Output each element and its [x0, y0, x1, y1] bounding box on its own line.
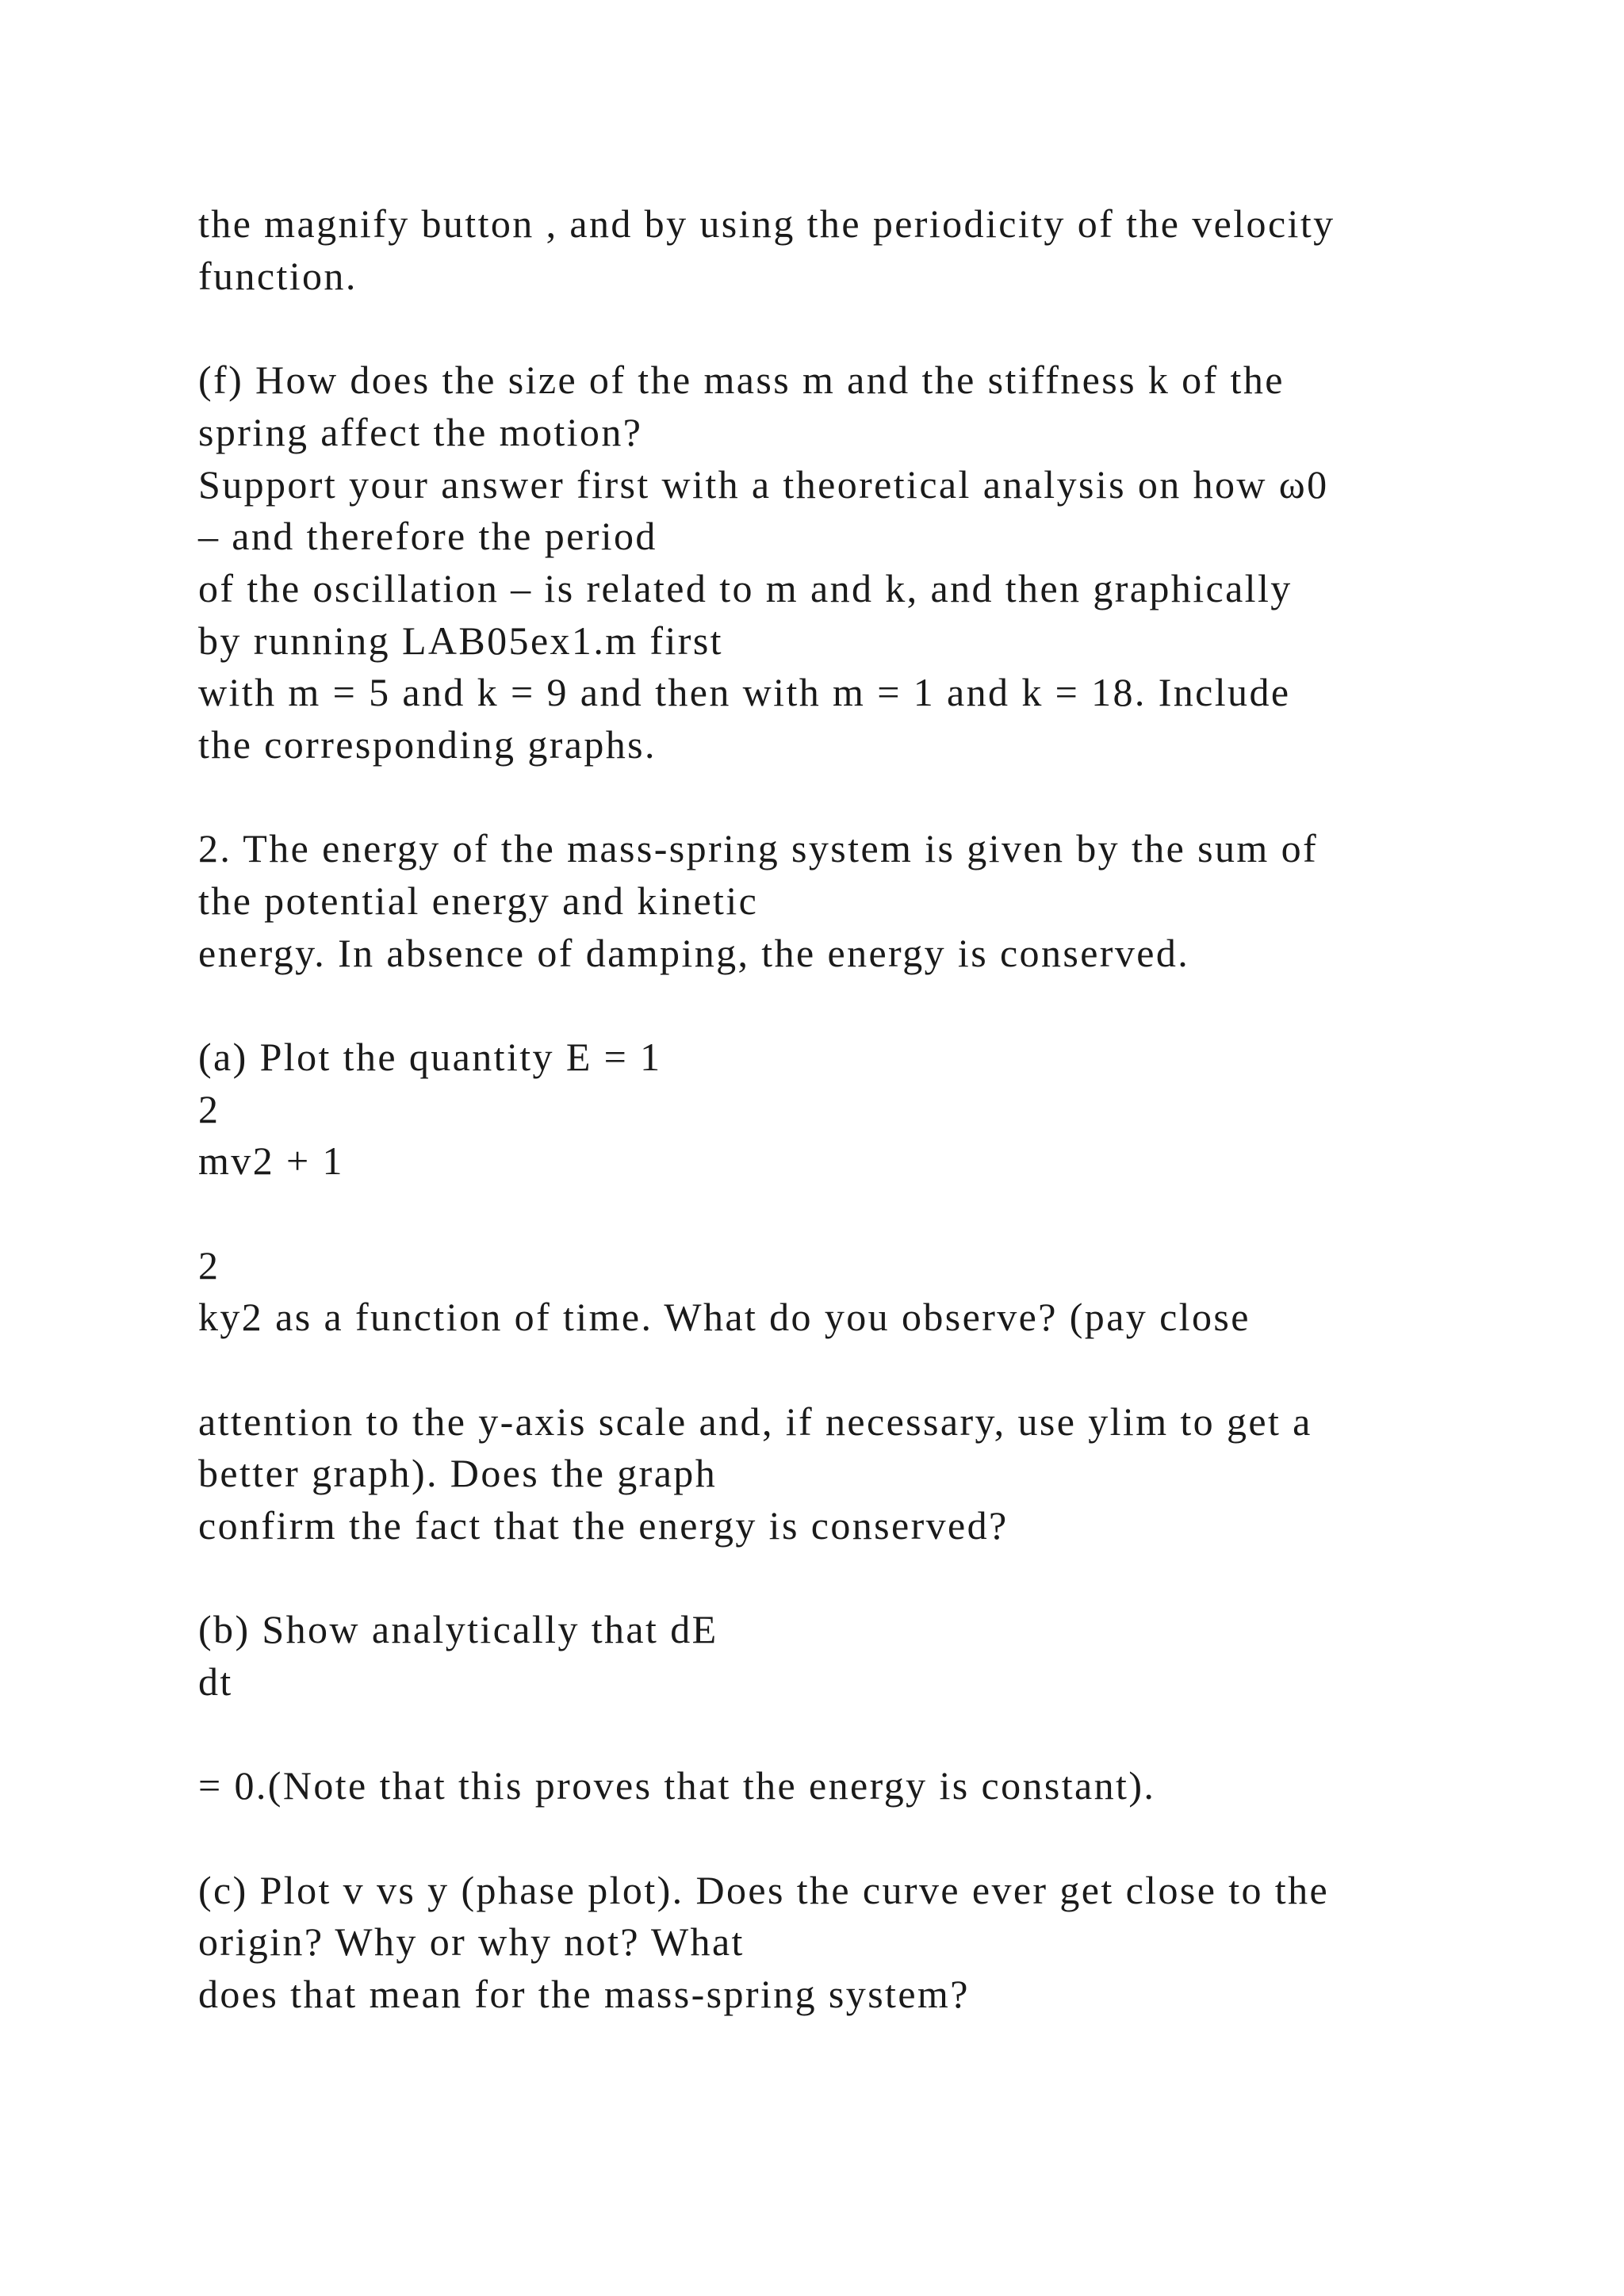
text-line: the magnify button , and by using the periodicity of the velocity	[198, 201, 1335, 246]
text-line: mv2 + 1	[198, 1138, 344, 1183]
text-line: the corresponding graphs.	[198, 722, 657, 767]
text-line: (f) How does the size of the mass m and the stiffness k of the	[198, 358, 1285, 402]
text-line: function.	[198, 254, 358, 298]
text-line: dt	[198, 1659, 233, 1704]
text-line: does that mean for the mass-spring system?	[198, 1972, 970, 2016]
text-line: 2. The energy of the mass-spring system is given by the sum of	[198, 826, 1319, 871]
text-line: confirm the fact that the energy is conserved?	[198, 1503, 1009, 1548]
text-line: (c) Plot v vs y (phase plot). Does the curve ever get close to the	[198, 1868, 1330, 1912]
text-line: 2	[198, 1243, 220, 1288]
text-line: (a) Plot the quantity E = 1	[198, 1035, 662, 1079]
text-line: of the oscillation – is related to m and k, and then graphically	[198, 566, 1293, 610]
text-line: the potential energy and kinetic	[198, 878, 759, 923]
text-line: energy. In absence of damping, the energy is conserved.	[198, 931, 1190, 975]
text-line: Support your answer first with a theoretical analysis on how ω0	[198, 462, 1329, 507]
text-line: spring affect the motion?	[198, 410, 643, 454]
text-line: ky2 as a function of time. What do you observe? (pay close	[198, 1295, 1251, 1339]
text-line: (b) Show analytically that dE	[198, 1607, 718, 1651]
text-line: attention to the y-axis scale and, if necessary, use ylim to get a	[198, 1399, 1312, 1444]
text-line: 2	[198, 1087, 220, 1131]
text-line: with m = 5 and k = 9 and then with m = 1 and k = 18. Include	[198, 670, 1291, 714]
text-line: origin? Why or why not? What	[198, 1919, 745, 1964]
text-line: better graph). Does the graph	[198, 1451, 718, 1495]
text-line: = 0.(Note that this proves that the energy is constant).	[198, 1763, 1156, 1808]
text-line: – and therefore the period	[198, 514, 657, 558]
text-line: by running LAB05ex1.m first	[198, 618, 723, 663]
